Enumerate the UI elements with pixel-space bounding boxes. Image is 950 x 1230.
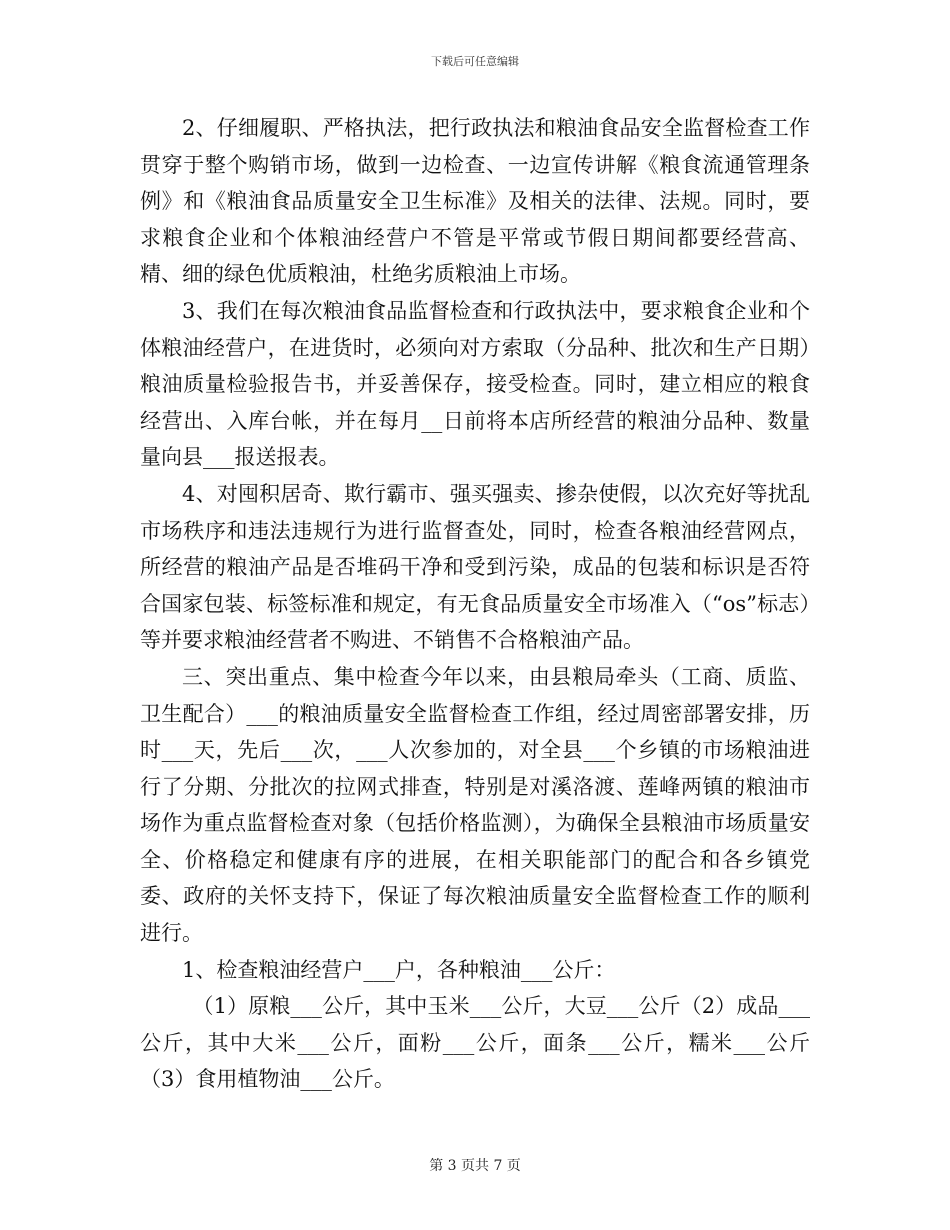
page-header-note: 下载后可任意编辑 [431, 55, 519, 68]
paragraph-check-1: 1、检查粮油经营户___户，各种粮油___公斤： [182, 957, 616, 982]
paragraph-item-3: 3、我们在每次粮油食品监督检查和行政执法中，要求粮食企业和个体粮油经营户，在进货时，必须向对方索取（分品种、批次和生产日期）粮油质量检验报告书，并妥善保存，接受检查。同时，建立相应的粮食经营出、入库台帐，并在每月__日前将本店所经营的粮油分品种、数量量向县___报送报表。 [140, 298, 810, 470]
paragraph-item-2: 2、仔细履职、严格执法，把行政执法和粮油食品安全监督检查工作贯穿于整个购销市场，做到一边检查、一边宣传讲解《粮食流通管理条例》和《粮油食品质量安全卫生标准》及相关的法律、法规。同时，要求粮食企业和个体粮油经营户不管是平常或节假日期间都要经营高、精、细的绿色优质粮油，杜绝劣质粮油上市场。 [140, 116, 810, 287]
paragraph-section-3: 三、突出重点、集中检查今年以来，由县粮局牵头（工商、质监、卫生配合）___的粮油质量安全监督检查工作组，经过周密部署安排，历时___天，先后___次，___人次参加的，对全县___个乡镇的市场粮油进行了分期、分批次的拉网式排查，特别是对溪洛渡、莲峰两镇的粮油市场作为重点监督检查对象（包括价格监测），为确保全县粮油市场质量安全、价格稳定和健康有序的进展，在相关职能部门的配合和各乡镇党委、政府的关怀支持下，保证了每次粮油质量安全监督检查工作的顺利进行。 [140, 664, 810, 946]
page-number: 第 3 页共 7 页 [429, 1158, 521, 1174]
paragraph-item-4: 4、对囤积居奇、欺行霸市、强买强卖、掺杂使假，以次充好等扰乱市场秩序和违法违规行为进行监督查处，同时，检查各粮油经营网点，所经营的粮油产品是否堆码干净和受到污染，成品的包装和标识是否符合国家包装、标签标准和规定，有无食品质量安全市场准入（“os”标志）等并要求粮油经营者不购进、不销售不合格粮油产品。 [140, 481, 810, 653]
paragraph-check-detail: （1）原粮___公斤，其中玉米___公斤，大豆___公斤（2）成品___公斤，其中大米___公斤，面粉___公斤，面条___公斤，糯米___公斤（3）食用植物油___公斤。 [140, 994, 810, 1092]
document-body [140, 110, 810, 1098]
